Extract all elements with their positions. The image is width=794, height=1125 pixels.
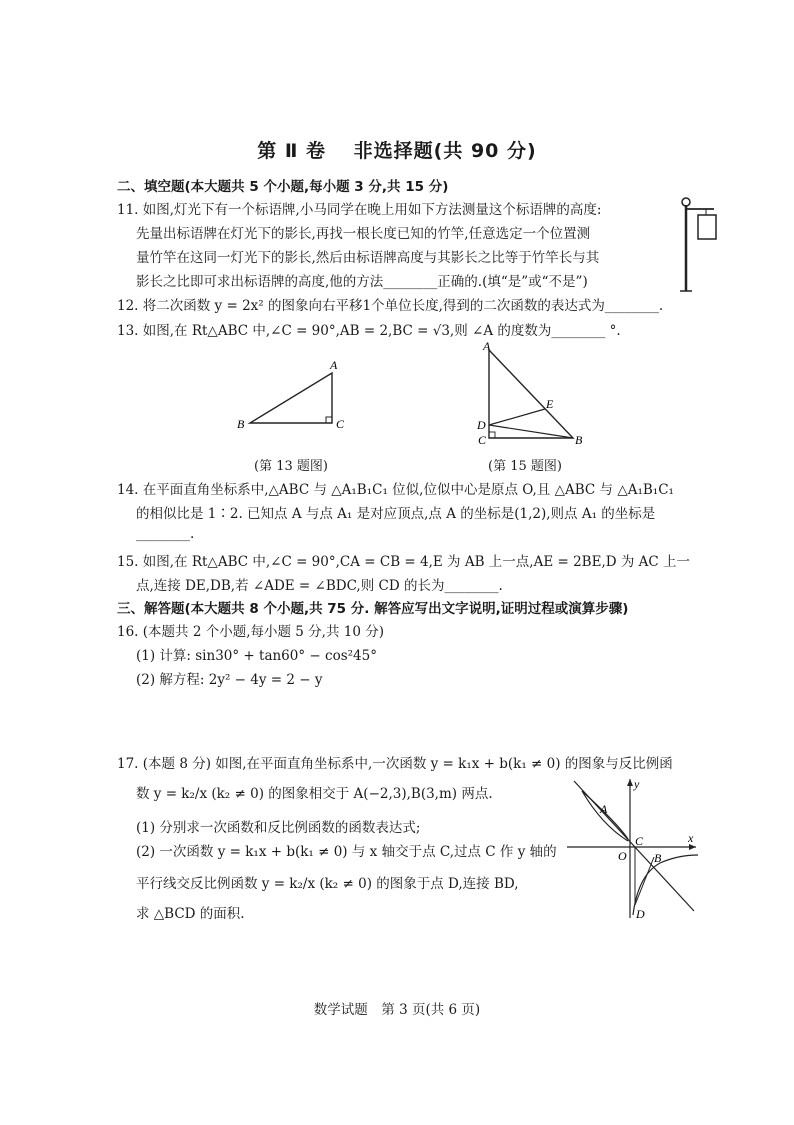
q17-line-6: 求 △BCD 的面积.	[136, 906, 245, 922]
q11-line-2: 先量出标语牌在灯光下的影长,再找一根长度已知的竹竿,任意选定一个位置测	[136, 226, 591, 242]
q16-line-2: (1) 计算: sin30° + tan60° − cos²45°	[136, 648, 377, 664]
answer-heading: 三、解答题(本大题共 8 个小题,共 75 分. 解答应写出文字说明,证明过程或演算步骤)	[117, 601, 629, 617]
q15-line-1: 15. 如图,在 Rt△ABC 中,∠C = 90°,CA = CB = 4,E 为 AB 上一点,AE = 2BE,D 为 AC 上一	[117, 554, 691, 570]
fig15-label-a: A	[483, 339, 491, 353]
fill-blank-heading: 二、填空题(本大题共 5 个小题,每小题 3 分,共 15 分)	[117, 179, 449, 195]
graph-label-d: D	[636, 907, 645, 920]
q17-line-1: 17. (本题 8 分) 如图,在平面直角坐标系中,一次函数 y = k₁x + b(k₁ ≠ 0) 的图象与反比例函	[117, 756, 673, 772]
graph-label-x: x	[688, 831, 694, 845]
q17-line-2: 数 y = k₂/x (k₂ ≠ 0) 的图象相交于 A(−2,3),B(3,m) 两点.	[136, 786, 493, 802]
q17-line-3: (1) 分别求一次函数和反比例函数的函数表达式;	[136, 820, 421, 836]
figure-13-caption: (第 13 题图)	[254, 459, 328, 474]
q11-line-1: 11. 如图,灯光下有一个标语牌,小马同学在晚上用如下方法测量这个标语牌的高度:	[117, 202, 602, 218]
q14-line-3: ________.	[136, 526, 195, 542]
q15-line-2: 点,连接 DE,DB,若 ∠ADE = ∠BDC,则 CD 的长为________.	[136, 578, 503, 594]
fig13-label-c: C	[336, 417, 345, 431]
fig15-label-d: D	[477, 418, 486, 432]
q12-text: 12. 将二次函数 y = 2x² 的图象向右平移1个单位长度,得到的二次函数的表达式为________.	[117, 298, 664, 314]
fig15-label-e: E	[546, 397, 554, 411]
fig15-label-c: C	[478, 433, 487, 447]
graph-label-a: A	[600, 802, 608, 816]
figure-15-caption: (第 15 题图)	[488, 459, 562, 474]
section-title: 第 Ⅱ 卷 非选择题(共 90 分)	[257, 140, 537, 162]
graph-label-c: C	[635, 834, 644, 848]
q16-line-3: (2) 解方程: 2y² − 4y = 2 − y	[136, 672, 323, 688]
fig13-label-a: A	[330, 358, 338, 372]
q14-line-2: 的相似比是 1∶2. 已知点 A 与点 A₁ 是对应顶点,点 A 的坐标是(1,2),则点 A₁ 的坐标是	[136, 506, 656, 522]
q14-line-1: 14. 在平面直角坐标系中,△ABC 与 △A₁B₁C₁ 位似,位似中心是原点 O,且 △ABC 与 △A₁B₁C₁	[117, 482, 674, 498]
q17-line-5: 平行线交反比例函数 y = k₂/x (k₂ ≠ 0) 的图象于点 D,连接 BD,	[136, 876, 519, 892]
q11-line-3: 量竹竿在这同一灯光下的影长,然后由标语牌高度与其影长之比等于竹竿长与其	[136, 250, 600, 266]
figure-15-triangle	[472, 338, 592, 450]
q11-line-4: 影长之比即可求出标语牌的高度,他的方法________正确的.(填“是”或“不是”)	[136, 274, 588, 290]
graph-label-y: y	[634, 777, 640, 791]
figure-13-triangle	[230, 355, 360, 440]
q17-line-4: (2) 一次函数 y = k₁x + b(k₁ ≠ 0) 与 x 轴交于点 C,过点 C 作 y 轴的	[136, 844, 557, 860]
fig15-label-b: B	[575, 433, 583, 447]
q13-text: 13. 如图,在 Rt△ABC 中,∠C = 90°,AB = 2,BC = √3,则 ∠A 的度数为________ °.	[117, 323, 621, 339]
q17-function-graph	[562, 775, 702, 920]
page-footer: 数学试题 第 3 页(共 6 页)	[313, 1002, 481, 1018]
graph-label-o: O	[618, 849, 627, 863]
lamp-sign-figure	[676, 193, 724, 293]
graph-label-b: B	[654, 851, 662, 865]
q16-line-1: 16. (本题共 2 个小题,每小题 5 分,共 10 分)	[117, 624, 384, 640]
fig13-label-b: B	[237, 417, 245, 431]
